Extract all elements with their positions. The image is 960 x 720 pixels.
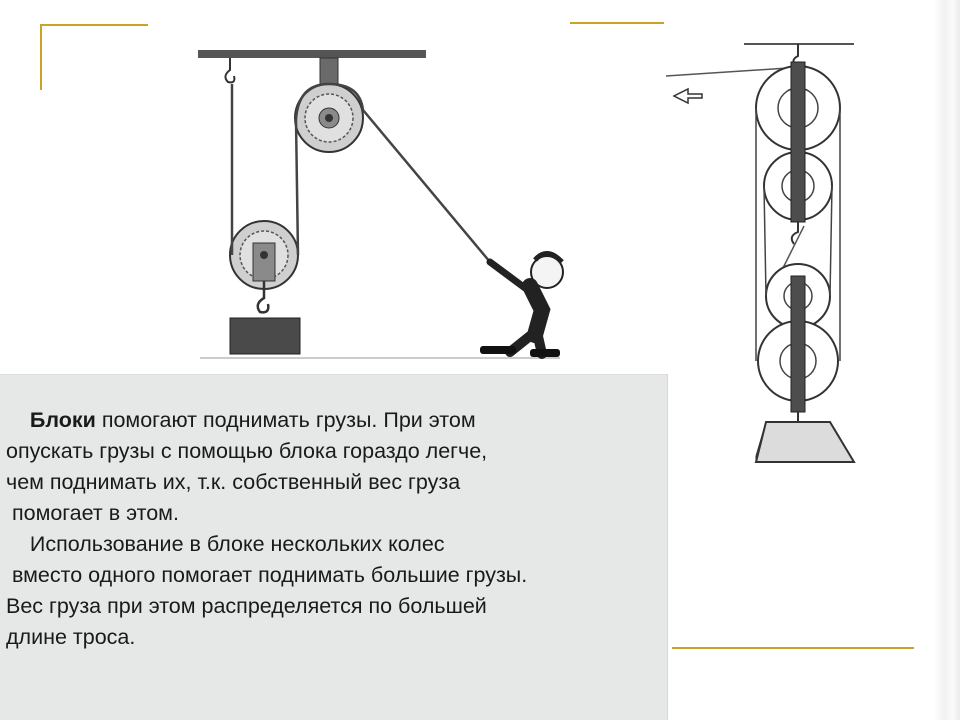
page-edge-shadow <box>934 0 960 720</box>
text-line-1 <box>6 405 527 436</box>
text-line-5: Использование в блоке нескольких колес <box>6 532 445 556</box>
pulley-illustration-man <box>190 40 610 365</box>
keyword-blocks: Блоки <box>29 408 96 432</box>
description-text <box>6 405 527 653</box>
tackle-load-weight <box>756 422 854 462</box>
block-and-tackle-illustration <box>658 36 888 476</box>
load-weight <box>230 318 300 354</box>
ceiling-hook <box>225 58 234 82</box>
lower-pulley-block <box>758 264 838 412</box>
text-line-8: длине троса. <box>6 625 136 649</box>
decorative-bottom-right-rule <box>672 647 914 649</box>
pull-rope <box>666 68 788 76</box>
text-line-1-rest: помогают поднимать грузы. При этом <box>95 408 476 432</box>
rope-inner-right <box>830 186 832 296</box>
text-line-6: вместо одного помогает поднимать большие грузы. <box>6 563 528 587</box>
text-line-3: чем поднимать их, т.к. собственный вес груза <box>6 470 461 494</box>
rope-pull <box>363 110 490 262</box>
ceiling-beam <box>198 50 426 58</box>
man-figure <box>480 253 563 357</box>
left-arrow-icon <box>674 89 702 103</box>
text-line-2: опускать грузы с помощью блока гораздо легче, <box>6 439 488 463</box>
decorative-corner-vertical <box>40 24 42 90</box>
upper-pulley-block <box>756 62 840 222</box>
decorative-top-right-rule <box>570 22 664 24</box>
movable-pulley <box>230 221 298 289</box>
description-panel <box>0 374 668 720</box>
decorative-corner-horizontal <box>40 24 148 26</box>
text-line-4: помогает в этом. <box>6 501 179 525</box>
rope-inner-left <box>764 186 766 296</box>
rope-middle <box>296 120 298 255</box>
text-line-7: Вес груза при этом распределяется по большей <box>6 594 487 618</box>
